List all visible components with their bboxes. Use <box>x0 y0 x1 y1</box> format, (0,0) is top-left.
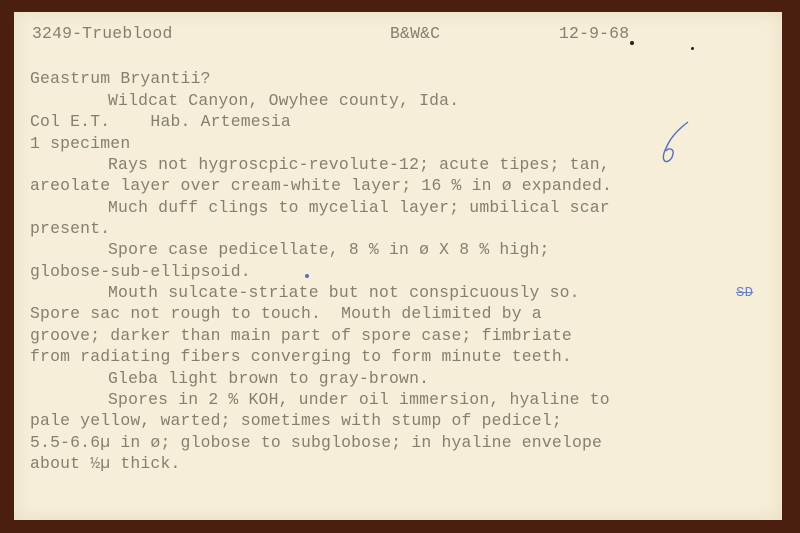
pen-correction-mark <box>642 120 692 168</box>
locality: Wildcat Canyon, Owyhee county, Ida. <box>108 91 460 110</box>
description-line: groove; darker than main part of spore case; fimbriate <box>30 326 572 345</box>
description-line: Rays not hygroscpic-revolute-12; acute tipes; tan, <box>108 155 610 174</box>
description-line: Mouth sulcate-striate but not conspicuously so. <box>108 283 580 302</box>
collector-code: B&W&C <box>390 24 441 43</box>
description-line: Much duff clings to mycelial layer; umbilical scar <box>108 198 610 217</box>
pen-dot <box>305 274 309 278</box>
ink-dot <box>630 41 634 45</box>
description-line: from radiating fibers converging to form minute teeth. <box>30 347 572 366</box>
description-line: Spores in 2 % KOH, under oil immersion, hyaline to <box>108 390 610 409</box>
specimen-count: 1 specimen <box>30 134 131 153</box>
description-line: present. <box>30 219 111 238</box>
description-line: Spore sac not rough to touch. Mouth delimited by a <box>30 304 542 323</box>
description-line: pale yellow, warted; sometimes with stump of pedicel; <box>30 411 562 430</box>
margin-mark: SD <box>736 285 754 301</box>
description-line: areolate layer over cream-white layer; 16 % in ø expanded. <box>30 176 613 195</box>
description-line: Gleba light brown to gray-brown. <box>108 369 430 388</box>
catalog-number: 3249-Trueblood <box>32 24 173 43</box>
description-line: about ½µ thick. <box>30 454 181 473</box>
collector-habitat: Col E.T. Hab. Artemesia <box>30 112 291 131</box>
ink-dot <box>691 47 694 50</box>
description-line: Spore case pedicellate, 8 % in ø X 8 % high; <box>108 240 550 259</box>
species-name: Geastrum Bryantii? <box>30 69 211 88</box>
description-line: globose-sub-ellipsoid. <box>30 262 251 281</box>
description-line: 5.5-6.6µ in ø; globose to subglobose; in hyaline envelope <box>30 433 603 452</box>
specimen-card <box>14 12 782 520</box>
card-date: 12-9-68 <box>559 24 630 43</box>
